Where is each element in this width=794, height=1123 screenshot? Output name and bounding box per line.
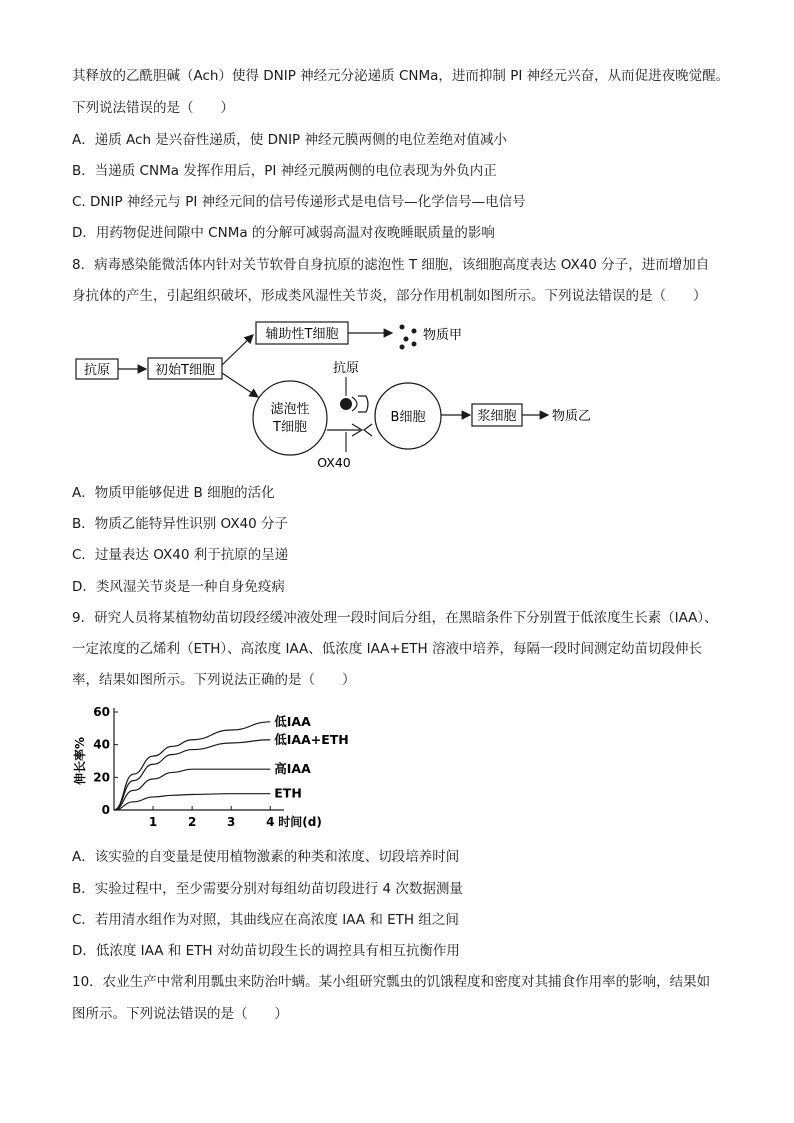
q7-option-b: B．当递质 CNMa 发挥作用后，PI 神经元膜两侧的电位表现为外负内正 [72, 163, 497, 179]
q7-option-d: D．用药物促进间隙中 CNMa 的分解可减弱高温对夜晚睡眠质量的影响 [72, 225, 495, 241]
series-line [114, 722, 270, 810]
q10-stem-line1: 10．农业生产中常利用瓢虫来防治叶螨。某小组研究瓢虫的饥饿程度和密度对其捕食作用率的影响，结果如 [72, 974, 711, 990]
q7-stem-line1: 其释放的乙酰胆碱（Ach）使得 DNIP 神经元分泌递质 CNMa，进而抑制 PI 神经元兴奋，从而促进夜晚觉醒。 [72, 68, 730, 84]
b-cell-label: B细胞 [390, 410, 426, 425]
series-label: 低IAA+ETH [274, 731, 349, 747]
follicular-t-cell-label-2: T细胞 [273, 420, 307, 435]
naive-t-cell-label: 初始T细胞 [155, 363, 215, 378]
y-axis-label: 伸长率% [73, 736, 87, 786]
series-line [114, 769, 270, 810]
q7-option-c: C. DNIP 神经元与 PI 神经元间的信号传递形式是电信号—化学信号—电信号 [72, 194, 526, 210]
antigen-mid-label: 抗原 [332, 361, 360, 376]
substance-a-dots [400, 325, 417, 350]
follicular-t-cell-label-1: 滤泡性 [270, 402, 310, 417]
substance-b-label: 物质乙 [552, 409, 592, 424]
immune-mechanism-diagram [0, 0, 794, 480]
y-tick-label: 0 [101, 803, 110, 817]
q8-option-d: D．类风湿关节炎是一种自身免疫病 [72, 579, 285, 595]
x-tick-label: 4 [266, 815, 275, 829]
helper-t-cell-label: 辅助性T细胞 [265, 327, 339, 342]
antigen-particle [340, 398, 352, 410]
series-label: 高IAA [274, 761, 311, 777]
series-label: ETH [274, 785, 302, 801]
q9-option-b: B．实验过程中，至少需要分别对每组幼苗切段进行 4 次数据测量 [72, 881, 463, 897]
q8-stem-line1: 8．病毒感染能微活体内针对关节软骨自身抗原的滤泡性 T 细胞，该细胞高度表达 OX40 分子，进而增加自 [72, 257, 710, 273]
q9-option-d: D．低浓度 IAA 和 ETH 对幼苗切段生长的调控具有相互抗衡作用 [72, 943, 460, 959]
y-tick-label: 20 [93, 770, 110, 785]
q8-option-c: C．过量表达 OX40 利于抗原的呈递 [72, 547, 289, 563]
x-tick-label: 3 [227, 815, 236, 829]
q9-option-a: A．该实验的自变量是使用植物激素的种类和浓度、切段培养时间 [72, 849, 460, 865]
q8-option-b: B．物质乙能特异性识别 OX40 分子 [72, 516, 289, 532]
q9-stem-line2: 一定浓度的乙烯利（ETH）、高浓度 IAA、低浓度 IAA+ETH 溶液中培养，每隔一段时间测定幼苗切段伸长 [72, 641, 702, 657]
q9-stem-line1: 9．研究人员将某植物幼苗切段经缓冲液处理一段时间后分组，在黑暗条件下分别置于低浓度生长素（IAA）、 [72, 610, 718, 626]
ox40-label: OX40 [317, 455, 351, 470]
x-axis-label: 时间(d) [278, 815, 322, 829]
plasma-cell-label: 浆细胞 [477, 409, 517, 424]
q8-stem-line2: 身抗体的产生，引起组织破坏，形成类风湿性关节炎，部分作用机制如图所示。下列说法错误的是（ ） [72, 288, 707, 304]
q8-option-a: A．物质甲能够促进 B 细胞的活化 [72, 485, 275, 501]
q9-option-c: C．若用清水组作为对照，其曲线应在高浓度 IAA 和 ETH 组之间 [72, 912, 459, 928]
x-tick-label: 2 [187, 815, 197, 829]
y-tick-label: 60 [93, 705, 110, 719]
q7-option-a: A．递质 Ach 是兴奋性递质，使 DNIP 神经元膜两侧的电位差绝对值减小 [72, 132, 507, 148]
antigen-label: 抗原 [83, 363, 111, 378]
q10-stem-line2: 图所示。下列说法错误的是（ ） [72, 1006, 288, 1022]
x-tick-label: 1 [148, 815, 158, 829]
series-label: 低IAA [274, 713, 311, 729]
growth-rate-chart [60, 700, 350, 840]
substance-a-label: 物质甲 [423, 328, 463, 343]
y-tick-label: 40 [93, 737, 110, 752]
follicular-t-cell [253, 381, 327, 455]
series-line [114, 740, 270, 810]
q7-stem-line2: 下列说法错误的是（ ） [72, 100, 234, 116]
q9-stem-line3: 率，结果如图所示。下列说法正确的是（ ） [72, 672, 356, 688]
